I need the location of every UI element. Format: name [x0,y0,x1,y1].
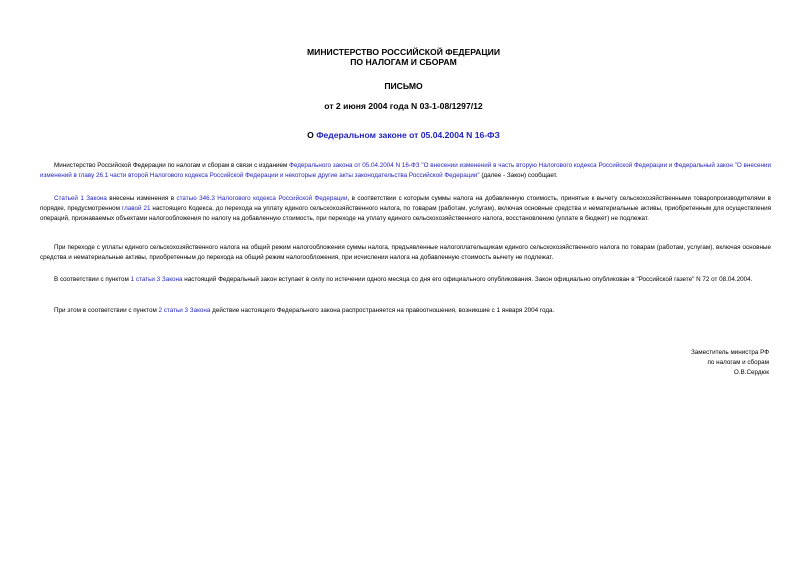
paragraph-2 [40,194,771,224]
signature-department: по налогам и сборам [707,359,769,366]
paragraph-2-text-1: внесены изменения в [106,195,177,202]
article-1-law-link[interactable]: Статьей 1 Закона [54,195,107,202]
document-type: ПИСЬМО [384,81,423,91]
paragraph-4-text-1: В соответствии с пунктом [54,276,131,283]
ministry-title-line1: МИНИСТЕРСТВО РОССИЙСКОЙ ФЕДЕРАЦИИ [306,47,501,57]
paragraph-3 [40,243,771,263]
paragraph-1 [40,161,771,181]
paragraph-1-text-1: Министерство Российской Федерации по налогам и сборам в связи с изданием [54,162,290,169]
paragraph-1-text-2: (далее - Закон) сообщает. [479,172,558,179]
ministry-title-line2: ПО НАЛОГАМ И СБОРАМ [350,57,457,67]
chapter-21-link[interactable]: главой 21 [121,205,151,212]
paragraph-2-text-3: настоящего Кодекса, до перехода на уплату единого сельскохозяйственного налога, по товарам (работам, услугам), включая основные средства и нематериальные активы, приобретенным для осуществления операций, признаваемых объектами налогообложения по налогу на добавленную стоимость, при переходе на уплату единого сельскохозяйственного налога, восстановлению (уплате в бюджет) не подлежат. [40,205,772,222]
paragraph-4 [40,275,771,285]
signature-name: О.В.Сердюк [733,369,769,376]
article-3-item-1-link[interactable]: 1 статьи 3 Закона [130,276,183,283]
paragraph-5-text-1: При этом в соответствии с пунктом [54,307,159,314]
paragraph-2-text-2: , в соответствии с которым суммы налога на добавленную стоимость, принятые к вычету сельскохозяйственными товаропроизводителями в порядке, предусмотренном [40,195,771,212]
signature-block [691,348,769,378]
article-346-3-link[interactable]: статью 346.3 Налогового кодекса Российской Федерации [176,195,348,202]
paragraph-5 [40,306,771,316]
ministry-title [0,47,807,67]
paragraph-4-text-2: настоящий Федеральный закон вступает в силу по истечении одного месяца со дня его официального опубликования. Закон официально опубликован в "Российской газете" N 72 от 08.04.2004. [182,276,753,283]
article-3-item-2-link[interactable]: 2 статьи 3 Закона [158,307,211,314]
paragraph-5-text-2: действие настоящего Федерального закона распространяется на правоотношения, возникшие с 1 января 2004 года. [210,307,555,314]
document-subject [0,130,807,140]
subject-law-link[interactable]: Федеральном законе от 05.04.2004 N 16-ФЗ [316,130,500,140]
document-date-number: от 2 июня 2004 года N 03-1-08/1297/12 [324,101,483,111]
paragraph-3-text-1: При переходе с уплаты единого сельскохозяйственного налога на общий режим налогообложения суммы налога, предъявленные налогоплательщикам единого сельскохозяйственного налога по товарам (работам, услугам), включая основные средства и нематериальные активы, приобретенным до перехода на общий режим налогообложения, при исчислении налога на добавленную стоимость вычету не подлежат. [40,244,771,261]
signature-position: Заместитель министра РФ [690,349,769,356]
subject-prefix: О [307,130,317,140]
federal-law-link[interactable]: Федерального закона от 05.04.2004 N 16-ФЗ "О внесении изменений в часть вторую Налогового кодекса Российской Федерации и Федеральный закон "О внесении изменений в главу 26.1 части второй Налогового кодекса Российской Федерации и некоторые другие акты законодательства Российской Федерации" [40,162,772,179]
